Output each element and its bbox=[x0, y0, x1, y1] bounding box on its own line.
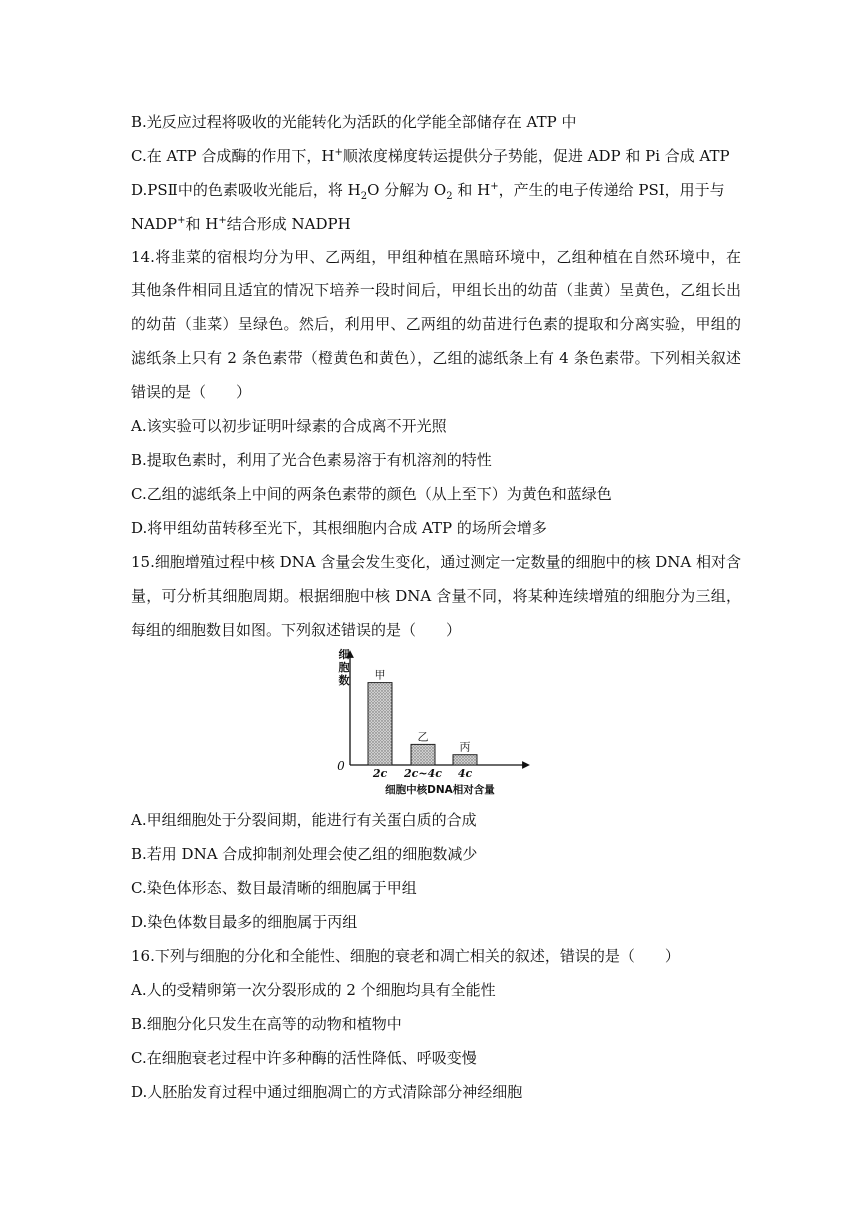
bar-4c bbox=[453, 755, 477, 765]
q15-stem-line: 15.细胞增殖过程中核 DNA 含量会发生变化，通过测定一定数量的细胞中的核 DNA 相对含 bbox=[131, 553, 741, 571]
q13-option-d-text-1: D.PSⅡ中的色素吸收光能后，将 H bbox=[131, 181, 361, 199]
q15-option-a: A.甲组细胞处于分裂间期，能进行有关蛋白质的合成 bbox=[131, 811, 477, 829]
q13-option-c-text-1: C.在 ATP 合成酶的作用下，H bbox=[131, 147, 335, 165]
q14-stem-line: 的幼苗（韭菜）呈绿色。然后，利用甲、乙两组的幼苗进行色素的提取和分离实验，甲组的 bbox=[131, 315, 741, 333]
q15-stem-line: 量，可分析其细胞周期。根据细胞中核 DNA 含量不同，将某种连续增殖的细胞分为三组， bbox=[131, 587, 741, 605]
dna-content-bar-chart bbox=[330, 648, 540, 798]
q14-stem-line: 错误的是（ ） bbox=[131, 383, 252, 401]
q15-stem-line: 每组的细胞数目如图。下列叙述错误的是（ ） bbox=[131, 621, 462, 639]
q13-option-d-text-4: ，产生的电子传递给 PSⅠ，用于与 bbox=[498, 181, 725, 199]
q14-option-b: B.提取色素时，利用了光合色素易溶于有机溶剂的特性 bbox=[131, 451, 492, 469]
q13-option-d-line-2 bbox=[131, 214, 741, 234]
bar-2c bbox=[368, 683, 392, 765]
q13-option-d-text-6: 和 H bbox=[185, 215, 219, 233]
bar-label: 乙 bbox=[417, 730, 429, 744]
q14-stem-line: 其他条件相同且适宜的情况下培养一段时间后，甲组长出的幼苗（韭黄）呈黄色，乙组长出 bbox=[131, 281, 741, 299]
q13-option-c bbox=[131, 146, 741, 166]
bar-label: 甲 bbox=[374, 668, 386, 682]
q13-option-d-text-3: 和 H bbox=[452, 181, 491, 199]
subscript-two: 2 bbox=[360, 191, 368, 202]
q16-option-b: B.细胞分化只发生在高等的动物和植物中 bbox=[131, 1015, 402, 1033]
q14-option-d: D.将甲组幼苗转移至光下，其根细胞内合成 ATP 的场所会增多 bbox=[131, 519, 547, 537]
q14-option-c: C.乙组的滤纸条上中间的两条色素带的颜色（从上至下）为黄色和蓝绿色 bbox=[131, 485, 612, 503]
q13-option-d-line-1 bbox=[131, 180, 741, 200]
q15-option-c: C.染色体形态、数目最清晰的细胞属于甲组 bbox=[131, 879, 417, 897]
q16-stem: 16.下列与细胞的分化和全能性、细胞的衰老和凋亡相关的叙述，错误的是（ ） bbox=[131, 947, 680, 965]
superscript-plus: + bbox=[177, 215, 186, 226]
q15-option-b: B.若用 DNA 合成抑制剂处理会使乙组的细胞数减少 bbox=[131, 845, 478, 863]
superscript-plus: + bbox=[334, 147, 343, 158]
bar-label: 丙 bbox=[459, 740, 471, 754]
q14-stem-line: 滤纸条上只有 2 条色素带（橙黄色和黄色），乙组的滤纸条上有 4 条色素带。下列相关叙述 bbox=[131, 349, 741, 367]
y-axis-label-char: 胞 bbox=[338, 661, 350, 674]
superscript-plus: + bbox=[218, 215, 227, 226]
superscript-plus: + bbox=[490, 181, 499, 192]
subscript-two: 2 bbox=[446, 191, 453, 202]
q14-stem-line: 14.将韭菜的宿根均分为甲、乙两组，甲组种植在黑暗环境中，乙组种植在自然环境中，在 bbox=[131, 248, 741, 266]
bar-2c~4c bbox=[411, 744, 435, 765]
x-axis-label: 细胞中核DNA相对含量 bbox=[385, 784, 495, 796]
y-axis-label-char: 细 bbox=[338, 648, 350, 661]
x-tick-label: 4c bbox=[457, 767, 473, 780]
x-tick-label: 2c~4c bbox=[404, 767, 442, 780]
q15-option-d: D.染色体数目最多的细胞属于丙组 bbox=[131, 913, 358, 931]
origin-label: 0 bbox=[337, 759, 345, 773]
q13-option-d-text-5: NADP bbox=[131, 215, 178, 233]
q13-option-d-text-2: O 分解为 O bbox=[367, 181, 447, 199]
q16-option-c: C.在细胞衰老过程中许多种酶的活性降低、呼吸变慢 bbox=[131, 1049, 477, 1067]
q16-option-a: A.人的受精卵第一次分裂形成的 2 个细胞均具有全能性 bbox=[131, 981, 496, 999]
q13-option-c-text-2: 顺浓度梯度转运提供分子势能，促进 ADP 和 Pi 合成 ATP bbox=[342, 147, 730, 165]
q13-option-d-text-7: 结合形成 NADPH bbox=[226, 215, 351, 233]
q16-option-d: D.人胚胎发育过程中通过细胞凋亡的方式清除部分神经细胞 bbox=[131, 1083, 523, 1101]
x-tick-label: 2c bbox=[372, 767, 388, 780]
q14-option-a: A.该实验可以初步证明叶绿素的合成离不开光照 bbox=[131, 417, 447, 435]
y-axis-label-char: 数 bbox=[338, 674, 350, 687]
q13-option-b: B.光反应过程将吸收的光能转化为活跃的化学能全部储存在 ATP 中 bbox=[131, 113, 577, 131]
chart-svg bbox=[330, 648, 540, 798]
